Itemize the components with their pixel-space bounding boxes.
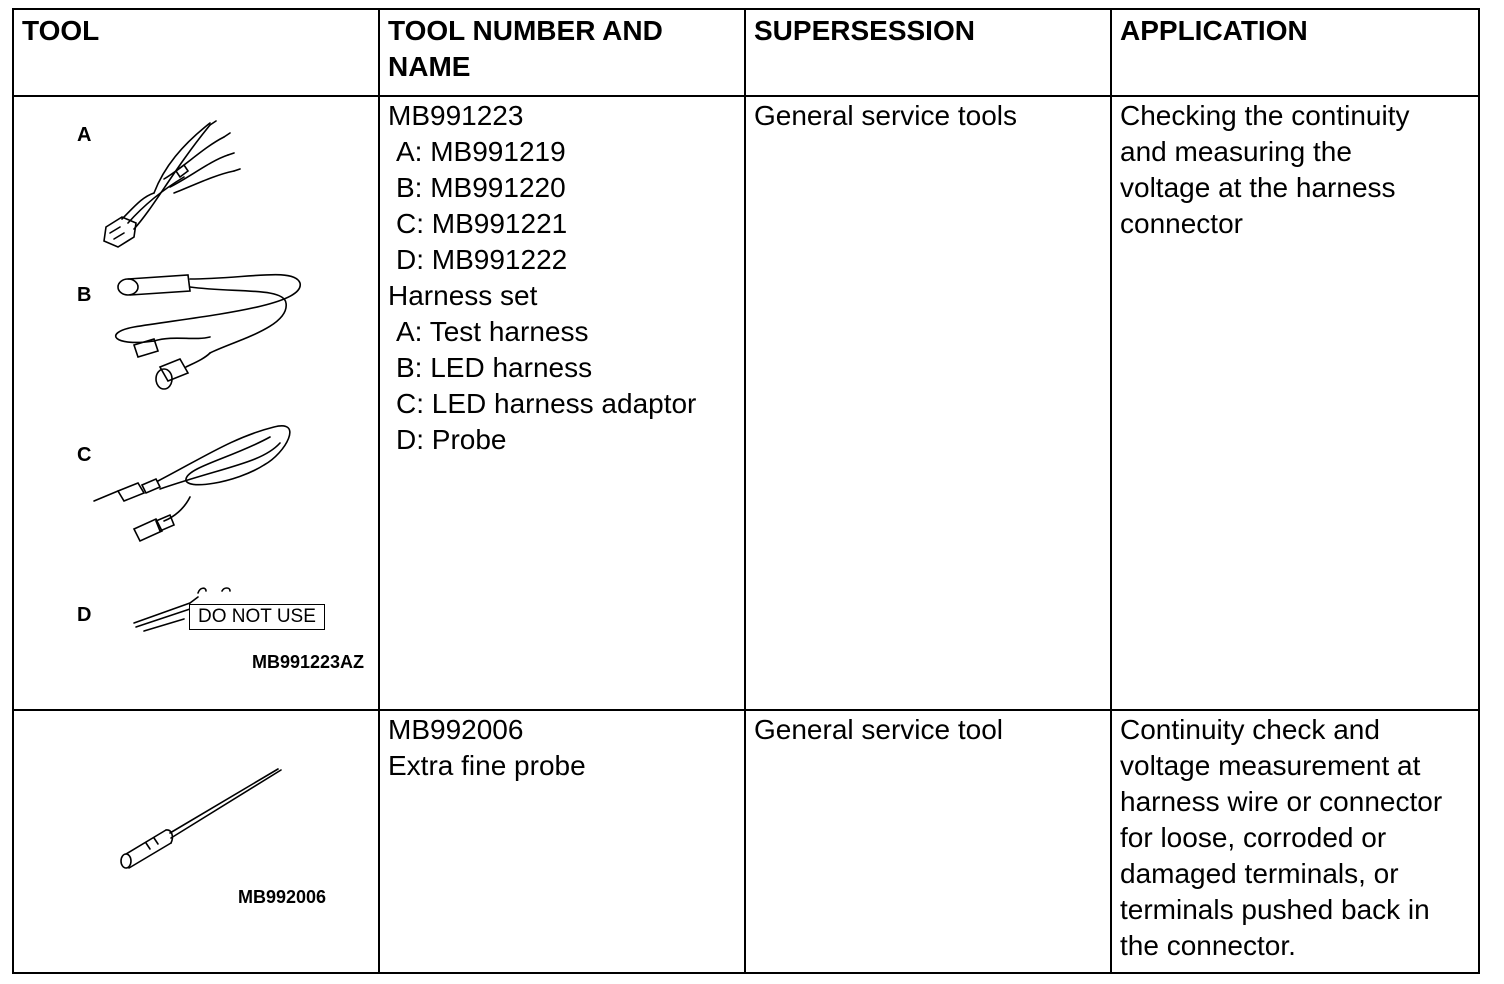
do-not-use-label: DO NOT USE: [189, 604, 325, 630]
application-line: connector: [1120, 208, 1243, 239]
header-tool: TOOL: [13, 9, 379, 96]
tool-number: MB991223: [388, 100, 524, 131]
tool-number: MB992006: [388, 714, 524, 745]
test-harness-icon: [104, 121, 240, 247]
application-line: the connector.: [1120, 930, 1296, 961]
tool-name: Extra fine probe: [388, 750, 586, 781]
application-line: Checking the continuity: [1120, 100, 1410, 131]
tool-name: Harness set: [388, 280, 538, 311]
tool-number-and-name-cell: [379, 710, 745, 973]
tool-letter-a: A: [77, 124, 92, 146]
sub-tool-number: C: MB991221: [396, 208, 568, 239]
sub-tool-number: D: MB991222: [396, 244, 568, 275]
led-harness-icon: [116, 275, 301, 389]
application-line: for loose, corroded or: [1120, 822, 1387, 853]
sub-tool-name: B: LED harness: [396, 352, 593, 383]
application-cell: [1111, 96, 1479, 710]
fine-probe-icon: [121, 769, 281, 868]
sub-tool-number: B: MB991220: [396, 172, 566, 203]
application-line: and measuring the: [1120, 136, 1352, 167]
application-line: harness wire or connector: [1120, 786, 1443, 817]
application-line: terminals pushed back in: [1120, 894, 1430, 925]
application-cell: [1111, 710, 1479, 973]
harness-set-illustration: [13, 96, 379, 710]
table-row: [13, 96, 1479, 710]
extra-fine-probe-drawing: [14, 711, 378, 973]
application-line: damaged terminals, or: [1120, 858, 1399, 889]
header-application: APPLICATION: [1111, 9, 1479, 96]
sub-tool-number: A: MB991219: [396, 136, 566, 167]
led-harness-adaptor-icon: [94, 426, 290, 541]
table-row: [13, 710, 1479, 973]
sub-tool-name: C: LED harness adaptor: [396, 388, 697, 419]
tool-number-and-name-cell: [379, 96, 745, 710]
header-row: [13, 9, 1479, 96]
application-line: voltage measurement at: [1120, 750, 1421, 781]
supersession-text: General service tool: [754, 714, 1004, 745]
sub-tool-name: D: Probe: [396, 424, 507, 455]
application-line: Continuity check and: [1120, 714, 1380, 745]
supersession-text: General service tools: [754, 100, 1018, 131]
sub-tool-name: A: Test harness: [396, 316, 589, 347]
supersession-cell: [745, 710, 1111, 973]
header-supersession: SUPERSESSION: [745, 9, 1111, 96]
tool-letter-c: C: [77, 444, 92, 466]
illustration-caption: MB991223AZ: [252, 652, 365, 672]
application-line: voltage at the harness: [1120, 172, 1396, 203]
tool-letter-d: D: [77, 604, 92, 626]
extra-fine-probe-illustration: [13, 710, 379, 973]
special-tools-table: [12, 8, 1480, 974]
tool-letter-b: B: [77, 284, 92, 306]
header-tool-number-and-name: TOOL NUMBER AND NAME: [379, 9, 745, 96]
supersession-cell: [745, 96, 1111, 710]
illustration-caption: MB992006: [238, 887, 327, 907]
